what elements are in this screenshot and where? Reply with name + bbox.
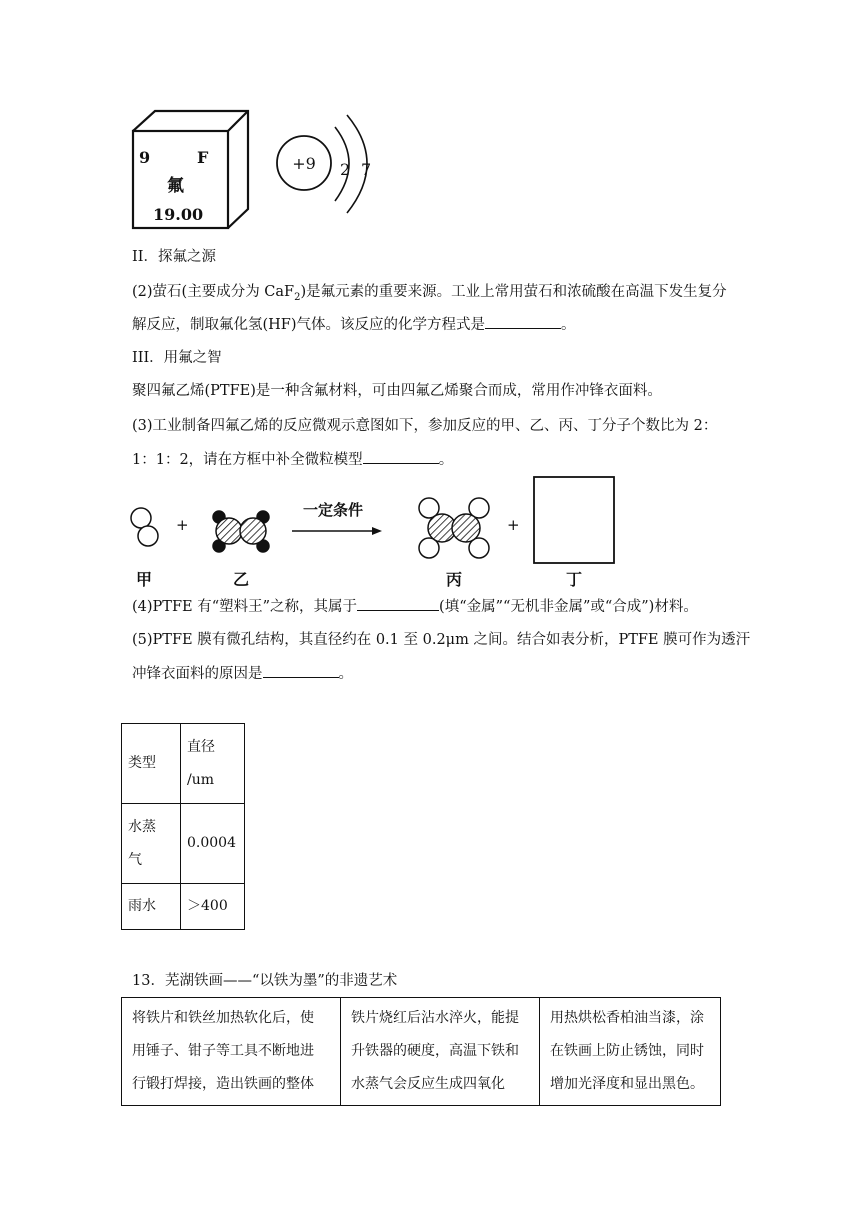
table-row	[122, 884, 245, 930]
q3-answer-blank[interactable]	[363, 449, 439, 464]
label-yi: 乙	[232, 570, 250, 589]
element-atomic-number: 9	[139, 148, 151, 167]
table-cell: 铁片烧红后沾水淬火，能提 升铁器的硬度，高温下铁和 水蒸气会反应生成四氧化	[341, 998, 540, 1106]
label-bing: 丙	[445, 570, 463, 589]
reaction-micro-diagram	[120, 470, 640, 590]
molecule-bing	[419, 498, 489, 558]
fluorine-element-figure	[125, 105, 395, 235]
question-13-heading: 13．芜湖铁画——“以铁为墨”的非遗艺术	[132, 973, 398, 989]
table-cell-type: 水蒸 气	[122, 804, 181, 884]
table-row	[122, 804, 245, 884]
plus-sign-1: +	[176, 516, 189, 534]
table-row	[122, 724, 245, 804]
plus-sign-2: +	[507, 516, 520, 534]
q2-line2-end: 。	[561, 317, 576, 333]
particle-diameter-table	[121, 723, 245, 930]
element-atomic-mass: 19.00	[153, 205, 204, 224]
electron-count-shell-2: 7	[361, 160, 372, 179]
table-cell: 将铁片和铁丝加热软化后，使 用锤子、钳子等工具不断地进 行锻打焊接，造出铁画的整体	[122, 998, 341, 1106]
question-3-line-1: (3)工业制备四氟乙烯的反应微观示意图如下，参加反应的甲、乙、丙、丁分子个数比为 2：	[132, 418, 718, 434]
q5-answer-blank[interactable]	[263, 663, 339, 678]
table-header-type: 类型	[122, 724, 181, 804]
atom-nucleus-charge: +9	[292, 154, 316, 173]
molecule-jia	[131, 508, 158, 546]
table-header-diameter: 直径 /um	[181, 724, 245, 804]
label-jia: 甲	[135, 570, 153, 589]
q2-line1-rest: )是氟元素的重要来源。工业上常用萤石和浓硫酸在高温下发生复分	[300, 284, 727, 300]
question-5-line-2	[132, 663, 353, 684]
table-cell-value: 0.0004	[181, 804, 245, 884]
section-iii-heading: III．用氟之智	[132, 350, 222, 366]
q5-line2-text: 冲锋衣面料的原因是	[132, 666, 263, 682]
question-2-line-2	[132, 314, 576, 335]
table-row	[122, 998, 721, 1106]
q5-line2-end: 。	[338, 666, 353, 682]
section-ii-heading: II．探氟之源	[132, 249, 216, 265]
question-3-line-2	[132, 449, 453, 470]
q3-line2-text: 1：1：2，请在方框中补全微粒模型	[132, 452, 363, 468]
molecule-yi	[213, 511, 269, 552]
question-2-line-1	[132, 282, 727, 308]
table-cell-type: 雨水	[122, 884, 181, 930]
element-symbol: F	[197, 148, 209, 167]
table-cell-value: ＞400	[181, 884, 245, 930]
question-4	[132, 596, 698, 617]
ptfe-intro: 聚四氟乙烯(PTFE)是一种含氟材料，可由四氟乙烯聚合而成，常用作冲锋衣面料。	[132, 383, 662, 399]
q4-text-end: (填“金属”“无机非金属”或“合成”)材料。	[439, 599, 698, 615]
q2-subscript: 2	[294, 291, 301, 303]
q4-answer-blank[interactable]	[357, 596, 439, 611]
question-5-line-1: (5)PTFE 膜有微孔结构，其直径约在 0.1 至 0.2μm 之间。结合如表分析，PTFE 膜可作为透汗	[132, 632, 751, 648]
q3-line2-end: 。	[438, 452, 454, 468]
molecule-ding-answer-box[interactable]	[534, 477, 614, 563]
iron-painting-table	[121, 997, 721, 1106]
q2-line1-text: (2)萤石(主要成分为 CaF	[132, 284, 295, 300]
table-cell: 用热烘松香柏油当漆，涂 在铁画上防止锈蚀，同时 增加光泽度和显出黑色。	[540, 998, 721, 1106]
q2-answer-blank[interactable]	[485, 314, 561, 329]
electron-count-shell-1: 2	[340, 160, 351, 179]
element-name: 氟	[167, 176, 184, 196]
q2-line2-text: 解反应，制取氟化氢(HF)气体。该反应的化学方程式是	[132, 317, 486, 333]
q4-text: (4)PTFE 有“塑料王”之称，其属于	[132, 599, 358, 615]
reaction-arrow	[292, 527, 382, 535]
label-ding: 丁	[565, 570, 583, 589]
reaction-condition: 一定条件	[302, 501, 364, 519]
